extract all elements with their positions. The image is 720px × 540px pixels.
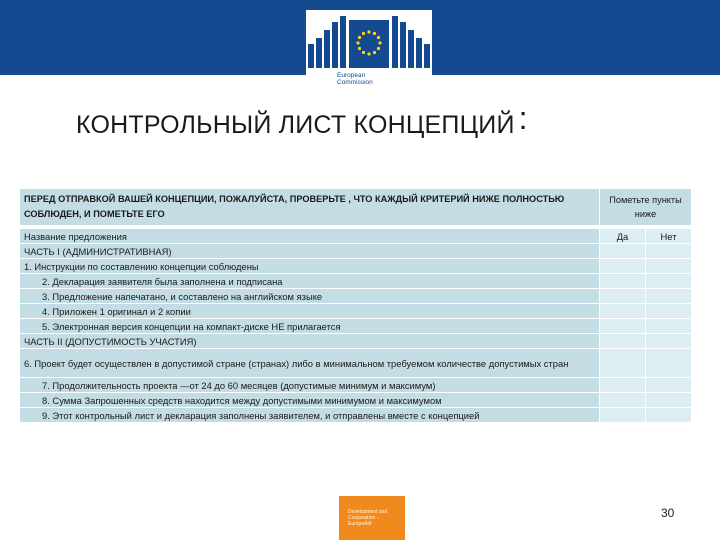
yes-checkbox-cell[interactable] (600, 259, 646, 274)
row-label: 8. Сумма Запрошенных средств находится между допустимыми минимумом и максимумом (20, 393, 600, 408)
page-number: 30 (661, 506, 675, 520)
row-label: 5. Электронная версия концепции на компакт-диске НЕ прилагается (20, 319, 600, 334)
logo-text-line: Commission (337, 79, 373, 86)
no-checkbox-cell[interactable] (646, 259, 692, 274)
logo-text-line: European (337, 72, 366, 79)
table-row (20, 334, 692, 349)
yes-checkbox-cell[interactable] (600, 334, 646, 349)
no-checkbox-cell[interactable] (646, 408, 692, 423)
european-commission-logo (306, 10, 432, 97)
row-label: 6. Проект будет осуществлен в допустимой стране (странах) либо в минимальном требуемом количестве допустимых стран (20, 349, 600, 378)
no-checkbox-cell[interactable] (646, 274, 692, 289)
yes-checkbox-cell[interactable] (600, 289, 646, 304)
table-header-instruction: ПЕРЕД ОТПРАВКОЙ ВАШЕЙ КОНЦЕПЦИИ, ПОЖАЛУЙСТА, ПРОВЕРЬТЕ , ЧТО КАЖДЫЙ КРИТЕРИЙ НИЖЕ ПОЛНОСТЬЮ СОБЛЮДЕН, И ПОМЕТЬТЕ ЕГО (20, 189, 600, 226)
table-row (20, 378, 692, 393)
title-colon: : (518, 100, 528, 136)
logo-caption (337, 72, 373, 86)
yes-checkbox-cell[interactable] (600, 408, 646, 423)
no-checkbox-cell[interactable] (646, 349, 692, 378)
europeaid-logo-line: EuropeAid (348, 521, 372, 527)
no-column-header: Нет (646, 229, 692, 244)
no-checkbox-cell[interactable] (646, 334, 692, 349)
table-row (20, 319, 692, 334)
title-text: КОНТРОЛЬНЫЙ ЛИСТ КОНЦЕПЦИЙ (76, 111, 515, 139)
yes-checkbox-cell[interactable] (600, 244, 646, 259)
row-label: 2. Декларация заявителя была заполнена и подписана (20, 274, 600, 289)
no-checkbox-cell[interactable] (646, 304, 692, 319)
row-label: 9. Этот контрольный лист и декларация заполнены заявителем, и отправлены вместе с концепцией (20, 408, 600, 423)
europeaid-logo-line: Cooperation - (348, 515, 379, 521)
yes-checkbox-cell[interactable] (600, 349, 646, 378)
row-label: 3. Предложение напечатано, и составлено на английском языке (20, 289, 600, 304)
no-checkbox-cell[interactable] (646, 393, 692, 408)
yes-checkbox-cell[interactable] (600, 274, 646, 289)
table-row (20, 259, 692, 274)
table-row (20, 408, 692, 423)
yes-column-header: Да (600, 229, 646, 244)
europeaid-logo-text (348, 509, 387, 527)
table-row (20, 229, 692, 244)
table-header-mark: Пометьте пункты ниже (600, 189, 692, 226)
yes-checkbox-cell[interactable] (600, 304, 646, 319)
table-row (20, 244, 692, 259)
checklist-table (19, 188, 692, 423)
row-label: Название предложения (20, 229, 600, 244)
section-label: ЧАСТЬ II (ДОПУСТИМОСТЬ УЧАСТИЯ) (20, 334, 600, 349)
section-label: ЧАСТЬ I (АДМИНИСТРАТИВНАЯ) (20, 244, 600, 259)
commission-building-icon (306, 10, 432, 70)
yes-checkbox-cell[interactable] (600, 378, 646, 393)
no-checkbox-cell[interactable] (646, 378, 692, 393)
row-label: 4. Приложен 1 оригинал и 2 копии (20, 304, 600, 319)
europeaid-logo (339, 496, 405, 540)
row-label: 1. Инструкции по составлению концепции соблюдены (20, 259, 600, 274)
table-row (20, 304, 692, 319)
table-row (20, 393, 692, 408)
no-checkbox-cell[interactable] (646, 289, 692, 304)
page-title (76, 100, 676, 141)
no-checkbox-cell[interactable] (646, 319, 692, 334)
table-row (20, 274, 692, 289)
europeaid-logo-line: Development and (348, 509, 388, 515)
no-checkbox-cell[interactable] (646, 244, 692, 259)
row-label: 7. Продолжительность проекта —от 24 до 60 месяцев (допустимые минимум и максимум) (20, 378, 600, 393)
table-row (20, 289, 692, 304)
table-row (20, 349, 692, 378)
yes-checkbox-cell[interactable] (600, 319, 646, 334)
yes-checkbox-cell[interactable] (600, 393, 646, 408)
table-header-row (20, 189, 692, 226)
